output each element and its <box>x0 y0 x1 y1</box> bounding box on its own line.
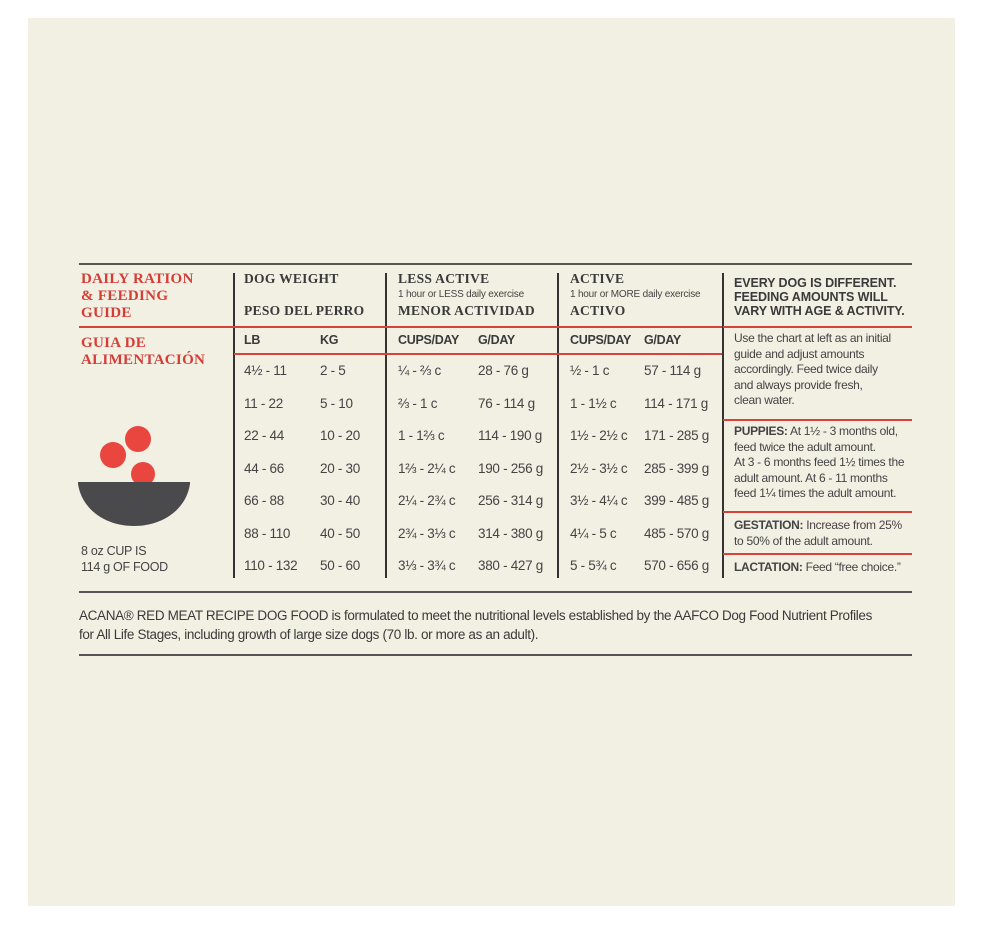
divider <box>385 273 387 578</box>
note-line: Increase from 25% <box>803 518 902 532</box>
bowl-shape <box>78 482 190 526</box>
table-cell-act-g: 399 - 485 g <box>644 493 710 508</box>
column-header-rule <box>234 353 722 355</box>
table-cell-act-g: 114 - 171 g <box>644 395 709 411</box>
table-cell-kg: 10 - 20 <box>320 428 360 443</box>
headline-line: FEEDING AMOUNTS WILL <box>734 290 888 304</box>
notes-puppies <box>734 424 904 502</box>
headline-line: EVERY DOG IS DIFFERENT. <box>734 276 897 290</box>
notes-rule <box>723 326 912 328</box>
table-cell-less-g: 256 - 314 g <box>478 493 544 508</box>
table-cell-lb: 44 - 66 <box>244 460 284 476</box>
table-cell-less-cups: 1⅔ - 2¼ c <box>398 460 456 476</box>
notes-rule <box>723 419 912 421</box>
table-cell-lb: 4½ - 11 <box>244 363 287 378</box>
divider <box>722 273 724 578</box>
table-cell-less-cups: 2¼ - 2¾ c <box>398 493 456 508</box>
bottom-rule <box>79 654 912 656</box>
divider <box>233 273 235 578</box>
table-cell-less-g: 28 - 76 g <box>478 363 529 378</box>
less-active-sub: 1 hour or LESS daily exercise <box>398 289 524 300</box>
notes-rule <box>723 553 912 555</box>
note-line: At 3 - 6 months feed 1½ times the <box>734 455 905 469</box>
note-line: Use the chart at left as an initial <box>734 331 891 345</box>
table-cell-act-g: 57 - 114 g <box>644 363 701 378</box>
column-header-g: G/DAY <box>478 333 515 347</box>
header-rule <box>79 326 722 328</box>
note-line: Feed “free choice.” <box>802 560 901 574</box>
table-cell-kg: 50 - 60 <box>320 558 360 573</box>
less-active-heading: LESS ACTIVE <box>398 271 490 286</box>
less-active-heading-es: MENOR ACTIVIDAD <box>398 303 535 318</box>
table-cell-less-g: 76 - 114 g <box>478 395 535 411</box>
table-cell-less-cups: 2¾ - 3⅓ c <box>398 525 456 541</box>
notes-rule <box>723 511 912 513</box>
puppies-label: PUPPIES: <box>734 424 788 438</box>
table-cell-less-g: 190 - 256 g <box>478 460 544 476</box>
table-cell-act-g: 570 - 656 g <box>644 558 710 573</box>
note-line: accordingly. Feed twice daily <box>734 362 878 376</box>
middle-rule <box>79 591 912 593</box>
table-cell-kg: 20 - 30 <box>320 460 360 476</box>
table-cell-act-cups: 3½ - 4¼ c <box>570 493 628 508</box>
table-cell-act-g: 285 - 399 g <box>644 460 710 476</box>
lactation-label: LACTATION: <box>734 560 803 574</box>
food-bowl-icon <box>76 420 192 530</box>
column-header-kg: KG <box>320 333 339 347</box>
table-cell-lb: 66 - 88 <box>244 493 284 508</box>
table-cell-lb: 11 - 22 <box>244 395 283 411</box>
cup-note-line: 114 g OF FOOD <box>81 560 168 574</box>
table-cell-less-g: 114 - 190 g <box>478 428 543 443</box>
table-cell-act-cups: 1½ - 2½ c <box>570 428 628 443</box>
footer-line: for All Life Stages, including growth of large size dogs (70 lb. or more as an adult). <box>79 627 539 642</box>
table-cell-act-g: 485 - 570 g <box>644 525 710 541</box>
headline-line: VARY WITH AGE & ACTIVITY. <box>734 304 905 318</box>
table-cell-less-cups: 1 - 1⅔ c <box>398 428 445 443</box>
notes-intro <box>734 331 891 409</box>
table-cell-kg: 5 - 10 <box>320 395 353 411</box>
table-cell-less-g: 380 - 427 g <box>478 558 544 573</box>
notes-lactation <box>734 560 901 576</box>
feeding-guide-title <box>81 271 231 322</box>
table-cell-kg: 2 - 5 <box>320 363 346 378</box>
table-cell-less-g: 314 - 380 g <box>478 525 544 541</box>
table-cell-less-cups: ⅔ - 1 c <box>398 395 438 411</box>
table-cell-less-cups: 3⅓ - 3¾ c <box>398 558 456 573</box>
table-cell-lb: 22 - 44 <box>244 428 284 443</box>
column-header-cups: CUPS/DAY <box>570 333 632 347</box>
note-line: At 1½ - 3 months old, <box>787 424 898 438</box>
active-heading: ACTIVE <box>570 271 625 286</box>
note-line: feed 1¼ times the adult amount. <box>734 486 897 500</box>
column-header-cups: CUPS/DAY <box>398 333 460 347</box>
title-line: & FEEDING <box>81 288 169 304</box>
aafco-statement <box>79 606 919 644</box>
table-cell-act-cups: 1 - 1½ c <box>570 395 617 411</box>
active-heading-es: ACTIVO <box>570 303 626 318</box>
title-line: ALIMENTACIÓN <box>81 352 206 368</box>
footer-line: ACANA® RED MEAT RECIPE DOG FOOD is formulated to meet the nutritional levels established by the AAFCO Dog Food Nutrient Profiles <box>79 608 872 623</box>
kibble-icon <box>100 442 126 468</box>
cup-note-line: 8 oz CUP IS <box>81 544 147 558</box>
note-line: and always provide fresh, <box>734 377 863 392</box>
note-line: adult amount. At 6 - 11 months <box>734 470 888 485</box>
table-cell-act-cups: 4¼ - 5 c <box>570 525 617 541</box>
column-header-g: G/DAY <box>644 333 681 347</box>
title-line: GUIDE <box>81 305 132 321</box>
dog-weight-heading-es: PESO DEL PERRO <box>244 303 365 318</box>
note-line: clean water. <box>734 393 795 407</box>
note-line: guide and adjust amounts <box>734 346 865 361</box>
notes-headline <box>734 276 905 318</box>
table-cell-act-cups: ½ - 1 c <box>570 363 610 378</box>
notes-gestation <box>734 518 902 549</box>
feeding-guide-title-es <box>81 335 231 369</box>
title-line: DAILY RATION <box>81 271 194 287</box>
dog-weight-heading: DOG WEIGHT <box>244 271 339 286</box>
table-cell-act-cups: 2½ - 3½ c <box>570 460 628 476</box>
gestation-label: GESTATION: <box>734 518 804 532</box>
active-sub: 1 hour or MORE daily exercise <box>570 289 701 300</box>
cup-note <box>81 543 168 575</box>
table-cell-less-cups: ¼ - ⅔ c <box>398 363 441 378</box>
table-cell-act-g: 171 - 285 g <box>644 428 710 443</box>
table-cell-act-cups: 5 - 5¾ c <box>570 558 617 573</box>
column-header-lb: LB <box>244 333 261 347</box>
title-line: GUIA DE <box>81 335 147 351</box>
top-rule <box>79 263 912 265</box>
note-line: to 50% of the adult amount. <box>734 533 873 548</box>
table-cell-kg: 40 - 50 <box>320 525 360 541</box>
note-line: feed twice the adult amount. <box>734 439 876 454</box>
divider <box>557 273 559 578</box>
table-cell-kg: 30 - 40 <box>320 493 360 508</box>
kibble-icon <box>125 426 151 452</box>
table-cell-lb: 110 - 132 <box>244 558 298 573</box>
table-cell-lb: 88 - 110 <box>244 525 291 541</box>
